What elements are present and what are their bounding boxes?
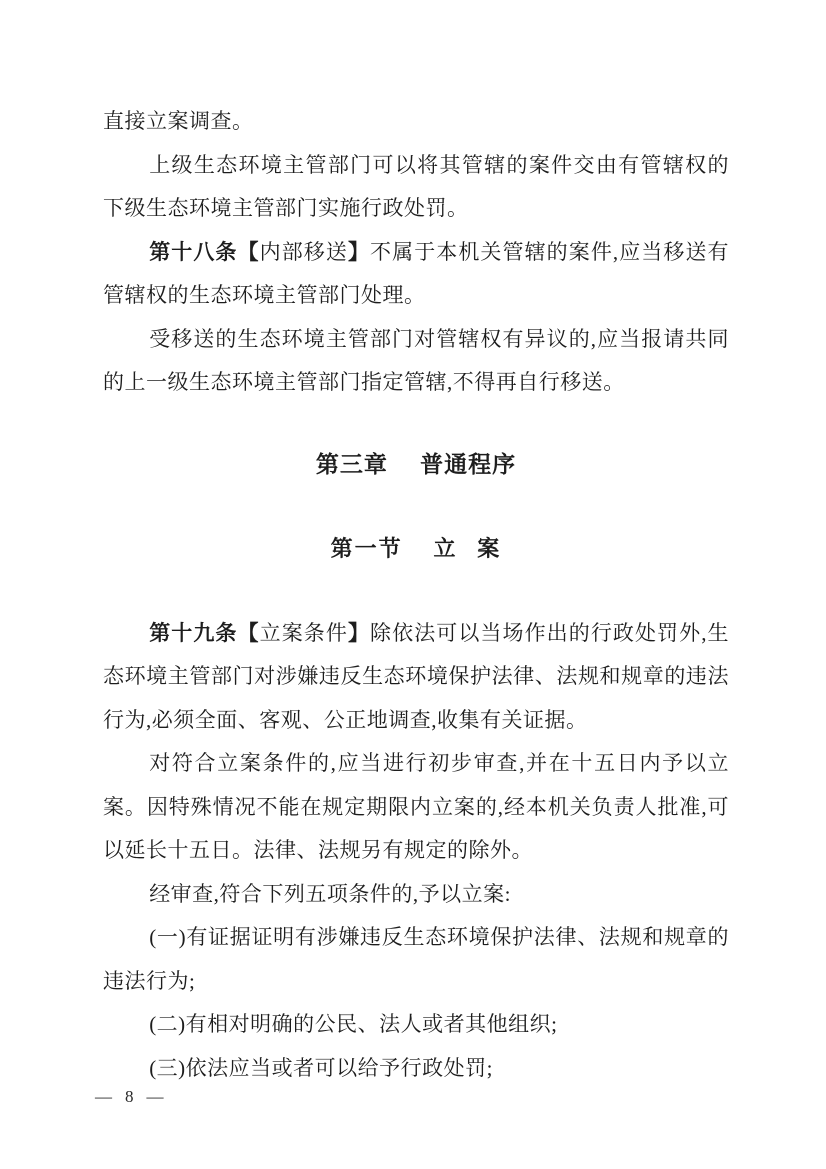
chapter-heading (103, 448, 729, 480)
footer-dash-right: — (146, 1087, 164, 1106)
chapter-number: 第三章 (315, 450, 388, 477)
footer-dash-left: — (95, 1087, 112, 1106)
page-number: 8 (125, 1087, 134, 1106)
article-18-paragraph (103, 231, 729, 318)
list-item: (二)有相对明确的公民、法人或者其他组织; (149, 1012, 558, 1036)
bracket-close: 】 (347, 240, 371, 264)
section-number: 第一节 (330, 535, 403, 561)
document-body (103, 100, 729, 1090)
section-title-char: 立 (433, 535, 458, 561)
section-title-char: 案 (477, 535, 502, 561)
article-tag: 立案条件 (259, 620, 348, 645)
article-text: 不属于本机关管辖的案件,应当移送有管辖权的生态环境主管部门处理。 (103, 239, 730, 307)
section-heading (103, 533, 729, 565)
bracket-open: 【 (237, 240, 260, 264)
paragraph: 对符合立案条件的,应当进行初步审查,并在十五日内予以立案。因特殊情况不能在规定期限内立案的,经本机关负责人批准,可以延长十五日。法律、法规另有规定的除外。 (103, 751, 729, 862)
article-text: 除依法可以当场作出的行政处罚外,生态环境主管部门对涉嫌违反生态环境保护法律、法规和规章的违法行为,必须全面、客观、公正地调查,收集有关证据。 (103, 620, 730, 732)
paragraph: 上级生态环境主管部门可以将其管辖的案件交由有管辖权的下级生态环境主管部门实施行政处罚。 (103, 152, 729, 220)
paragraph: 经审查,符合下列五项条件的,予以立案: (149, 881, 512, 906)
page-footer (95, 1087, 164, 1107)
paragraph: 受移送的生态环境主管部门对管辖权有异议的,应当报请共同的上一级生态环境主管部门指定管辖,不得再自行移送。 (103, 326, 729, 394)
list-item: (三)依法应当或者可以给予行政处罚; (149, 1055, 494, 1080)
bracket-close: 】 (347, 621, 371, 645)
chapter-title: 普通程序 (420, 450, 517, 477)
article-19-paragraph (103, 612, 729, 743)
article-number: 第十九条 (149, 621, 238, 645)
article-tag: 内部移送 (259, 239, 348, 264)
article-number: 第十八条 (149, 240, 238, 264)
paragraph-continuation: 直接立案调查。 (103, 109, 254, 133)
bracket-open: 【 (237, 621, 260, 645)
list-item: (一)有证据证明有涉嫌违反生态环境保护法律、法规和规章的违法行为; (103, 925, 729, 993)
